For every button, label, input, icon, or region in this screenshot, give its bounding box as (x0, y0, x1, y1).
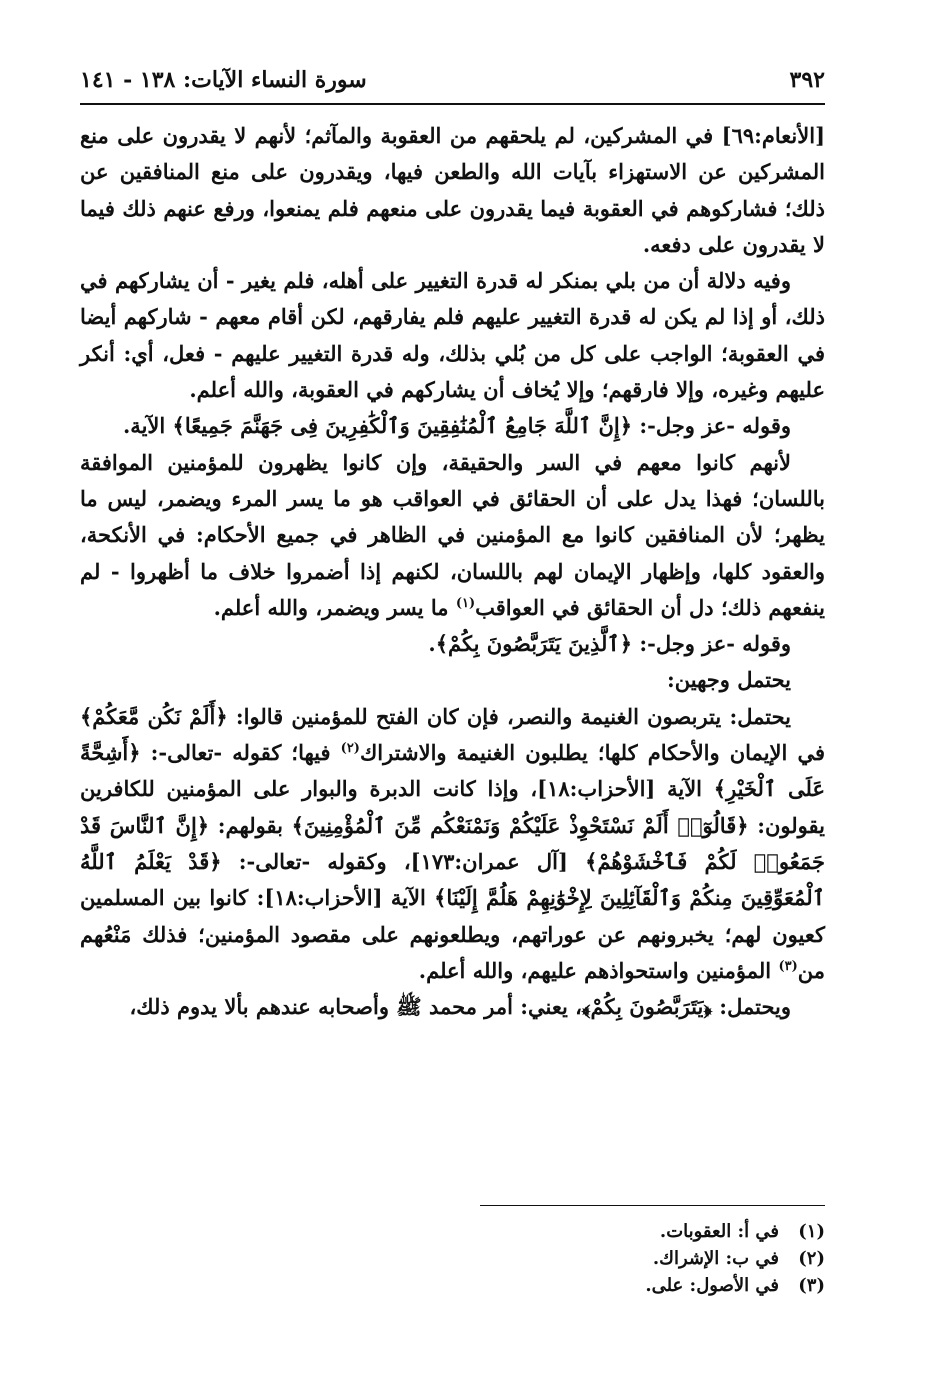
paragraph (80, 263, 825, 408)
footnote-text: في ب: الإشراك. (652, 1248, 779, 1269)
footnote-number: (٢) (798, 1248, 825, 1269)
text-run: . (428, 631, 436, 657)
footnote (80, 1245, 825, 1272)
text-run: الآية [الأحزاب:١٨]، وإذا كانت الدبرة والبوار على المؤمنين للكافرين يقولون: (80, 776, 825, 838)
quran-verse: ﴿أَشِحَّةً عَلَى ٱلْخَيْرِ﴾ (80, 740, 825, 802)
text-run: ويحتمل: (712, 994, 791, 1020)
text-run: في الإيمان والأحكام كلها؛ يطلبون الغنيمة والاشتراك (359, 740, 825, 766)
quran-verse: ﴿قَالُوٓا۟ أَلَمْ نَسْتَحْوِذْ عَلَيْكُمْ وَنَمْنَعْكُم مِّنَ ٱلْمُؤْمِنِينَ﴾ (291, 812, 749, 838)
text-run: يحتمل: يتربصون الغنيمة والنصر، فإن كان الفتح للمؤمنين قالوا: (227, 703, 791, 729)
text-run: الآية [الأحزاب:١٨]: كانوا بين المسلمين كعيون لهم؛ يخبرونهم عن عوراتهم، ويطلعونهم على مقصود المؤمنين؛ فذلك مَنْعُهم من (80, 885, 825, 983)
main-text (80, 118, 825, 1025)
text-run: المؤمنين واستحواذهم عليهم، والله أعلم. (418, 957, 779, 983)
footnote-text: في الأصول: على. (645, 1275, 779, 1296)
paragraph (80, 699, 825, 989)
quran-verse: ﴿أَلَمْ نَكُن مَّعَكُمْ﴾ (80, 703, 228, 729)
quran-verse: ﴿إِنَّ ٱلنَّاسَ قَدْ جَمَعُوا۟ لَكُمْ فَٱخْشَوْهُمْ﴾ (80, 812, 825, 874)
page-number: ٣٩٢ (789, 67, 825, 93)
quran-verse: ﴿يَتَرَبَّصُونَ بِكُمْ﴾ (581, 994, 712, 1020)
footnotes (80, 1218, 825, 1299)
text-run: [آل عمران:١٧٣]، وكقوله -تعالى-: (221, 848, 586, 874)
text-run: الآية. (123, 413, 173, 439)
paragraph (80, 989, 825, 1025)
quran-verse: ﴿ٱلَّذِينَ يَتَرَبَّصُونَ بِكُمْ﴾ (435, 631, 633, 657)
footnote-separator (480, 1205, 825, 1206)
paragraph (80, 408, 825, 444)
quran-verse: ﴿إِنَّ ٱللَّهَ جَامِعُ ٱلْمُنَٰفِقِينَ وَٱلْكَٰفِرِينَ فِى جَهَنَّمَ جَمِيعًا﴾ (172, 413, 633, 439)
text-run: ، يعني: أمر محمد ﷺ وأصحابه عندهم بألا يدوم ذلك، (129, 994, 582, 1020)
footnote-text: في أ: العقوبات. (659, 1221, 779, 1242)
page-header (80, 60, 825, 100)
text-run: يحتمل وجهين: (667, 667, 791, 693)
footnote-number: (١) (798, 1221, 825, 1242)
text-run: بقولهم: (209, 812, 292, 838)
text-run: وقوله -عز وجل-: (632, 631, 791, 657)
text-run: وقوله -عز وجل-: (632, 413, 791, 439)
paragraph (80, 445, 825, 626)
footnote (80, 1272, 825, 1299)
footnote-marker: (٢) (340, 741, 360, 757)
text-run: لأنهم كانوا معهم في السر والحقيقة، وإن كانوا يظهرون للمؤمنين الموافقة باللسان؛ فهذا يدل على أن الحقائق في العواقب هو ما يسر المرء ويضمر، ليس ما يظهر؛ لأن المنافقين كانوا مع المؤمنين في الظاهر في جميع الأحكام: في الأنكحة، والعقود كلها، وإظهار الإيمان لهم باللسان، لكنهم إذا أضمروا خلاف ما أظهروا - لم ينفعهم ذلك؛ دل أن الحقائق في العواقب (80, 449, 825, 620)
footnote-marker: (١) (455, 595, 476, 611)
paragraph (80, 118, 825, 263)
text-run: فيها؛ كقوله -تعالى-: (140, 740, 341, 766)
running-title: سورة النساء الآيات: ١٣٨ - ١٤١ (80, 67, 367, 93)
footnote-number: (٣) (798, 1275, 825, 1296)
footnote-marker: (٣) (778, 958, 798, 974)
footnote (80, 1218, 825, 1245)
text-run: وفيه دلالة أن من بلي بمنكر له قدرة التغيير على أهله، فلم يغير - أن يشاركهم في ذلك، أو إذا لم يكن له قدرة التغيير عليهم فلم يفارقهم، لكن أقام معهم - شاركهم أيضا في العقوبة؛ الواجب على كل من بُلي بذلك، وله قدرة التغيير عليهم - فعل، أي: أنكر عليهم وغيره، وإلا فارقهم؛ وإلا يُخاف أن يشاركهم في العقوبة، والله أعلم. (80, 268, 825, 403)
header-rule (80, 103, 825, 105)
paragraph (80, 662, 825, 698)
text-run: ما يسر ويضمر، والله أعلم. (213, 594, 456, 620)
paragraph (80, 626, 825, 662)
quran-verse: ﴿قَدْ يَعْلَمُ ٱللَّهُ ٱلْمُعَوِّقِينَ مِنكُمْ وَٱلْقَآئِلِينَ لِإِخْوَٰنِهِمْ هَلُمَّ إِلَيْنَا﴾ (80, 848, 825, 911)
text-run: [الأنعام:٦٩] في المشركين، لم يلحقهم من العقوبة والمآثم؛ لأنهم لا يقدرون على منع المشركين عن الاستهزاء بآيات الله والطعن فيها، ويقدرون على منع المنافقين عن ذلك؛ فشاركوهم في العقوبة فيما يقدرون على منعهم فلم يمنعوا، ورفع عنهم ذلك فيما لا يقدرون على دفعه. (80, 123, 825, 257)
